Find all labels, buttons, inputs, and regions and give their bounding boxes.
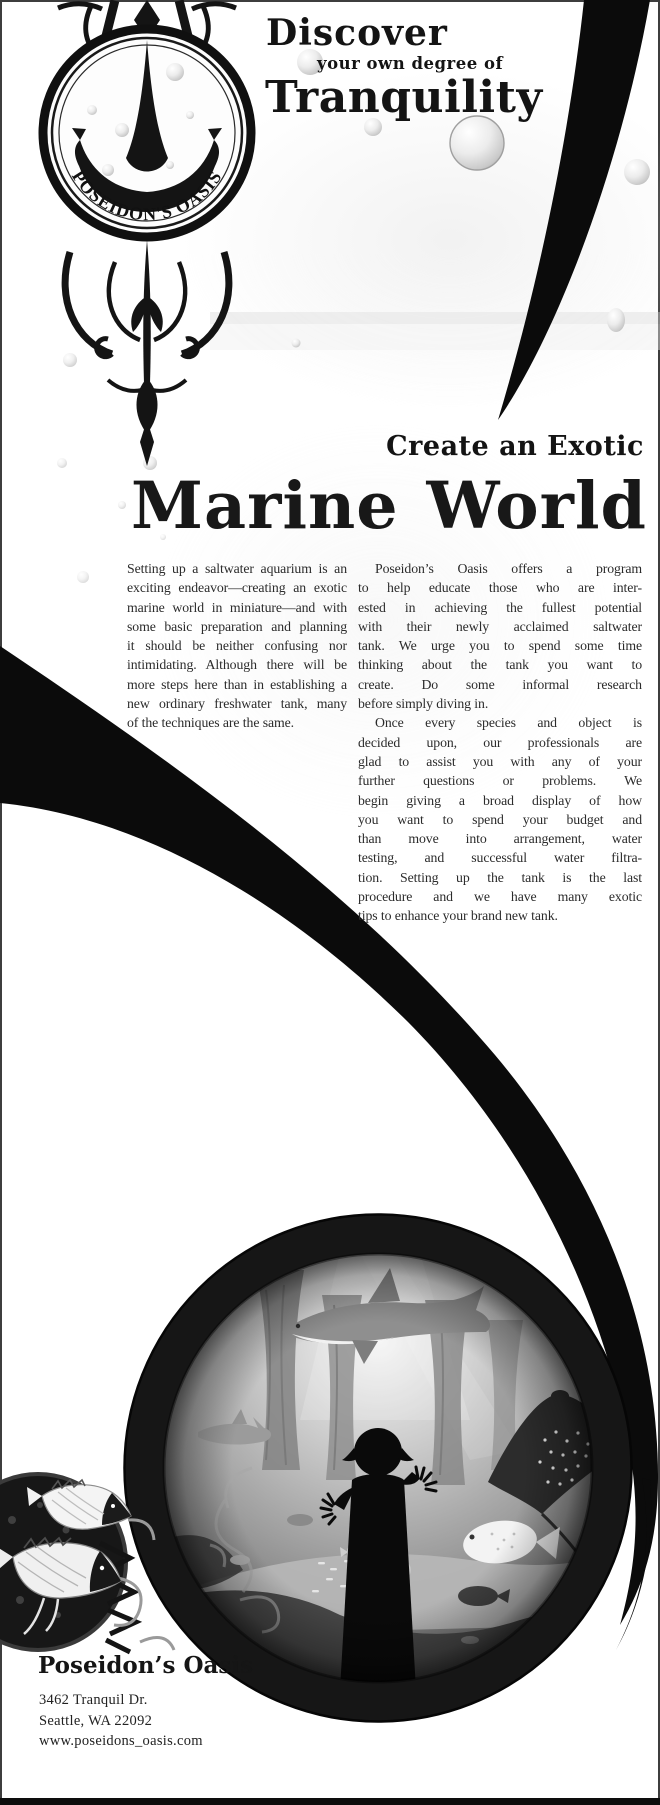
headline-title-word-1: Marine <box>131 468 399 544</box>
body-paragraph-1: Poseidon’s Oasis offers a program to help educate those who are inter- ested in achieving the fullest potential with their newly acclaimed saltwater tank. We urge you to spend some time thinking about the tank you want to create. Do some informal research before simply diving in. <box>358 561 642 712</box>
tagline-line-2: your own degree of <box>317 54 504 73</box>
page-bottom-edge <box>0 1798 660 1805</box>
brand-arc-text: POSEIDON'S OASIS <box>68 166 226 225</box>
headline-title <box>131 468 647 544</box>
headline-title-word-2: World <box>426 468 647 544</box>
body-column-left: Setting up a saltwater aquarium is an exciting endeavor—creating an exotic marine world in miniature—and with some basic preparation and planning it should be neither confusing nor intimidating. Although there will be more steps here than in establishing a new ordinary freshwater tank, many of the techniques are the same. <box>127 561 347 731</box>
tagline-line-1: Discover <box>266 12 448 54</box>
aquarium-porthole <box>125 1215 632 1722</box>
tagline-line-3: Tranquility <box>265 72 543 123</box>
footer-address-line-1: 3462 Tranquil Dr. <box>39 1692 148 1708</box>
body-column-right <box>358 559 642 926</box>
footer-website: www.poseidons_oasis.com <box>39 1733 203 1749</box>
footer-brand-name: Poseidon’s Oasis <box>38 1652 254 1679</box>
headline-kicker: Create an Exotic <box>386 431 644 462</box>
footer-address-line-2: Seattle, WA 22092 <box>39 1712 153 1729</box>
footer-address-block <box>39 1690 203 1752</box>
body-paragraph-2: Once every species and object is decided upon, our professionals are glad to assist you with any of your further questions or problems. We begin giving a broad display of how you want to spend your budget and than move into arrangement, water testing, and successful water filtra- tion. Setting up the tank is the last procedure and we have many exotic tips to enhance your brand new tank. <box>358 715 642 924</box>
